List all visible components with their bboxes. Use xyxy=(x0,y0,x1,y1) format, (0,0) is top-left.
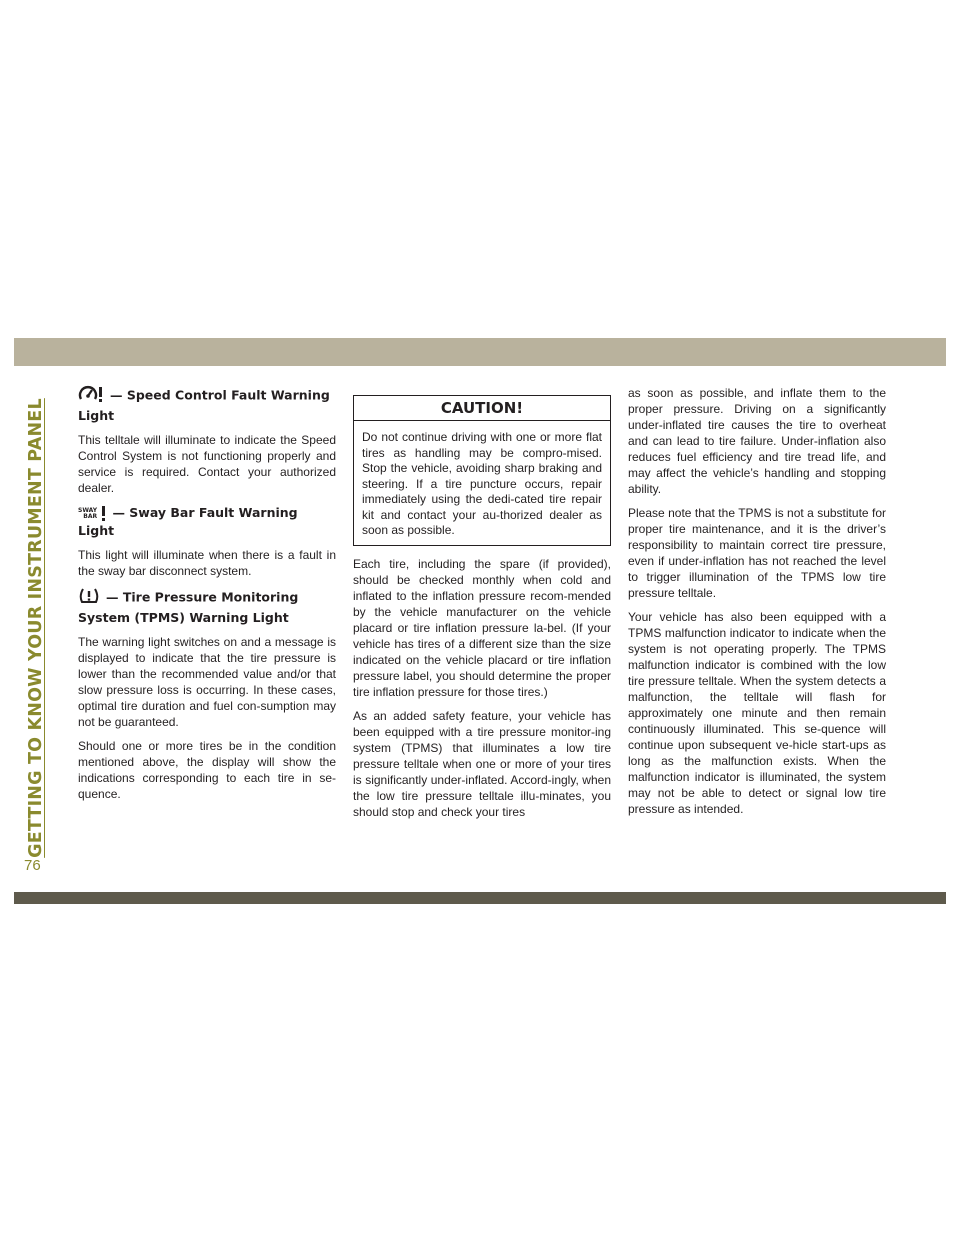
caution-title: CAUTION! xyxy=(354,396,610,421)
sway-bar-body: This light will illuminate when there is a fault in the sway bar disconnect system. xyxy=(78,548,336,579)
tpms-heading-text: — Tire Pressure Monitoring System (TPMS) Warning Light xyxy=(78,589,299,626)
tpms-note-paragraph: Please note that the TPMS is not a substitute for proper tire maintenance, and it is the driver’s responsibility to maintain correct tire pressure, even if under-inflation has not reached the level to trigger illumination of the TPMS low tire pressure telltale. xyxy=(628,506,886,600)
column-1 xyxy=(78,385,336,810)
speed-control-heading-text: — Speed Control Fault Warning Light xyxy=(78,387,330,423)
inflate-paragraph: as soon as possible, and inflate them to the proper pressure. Driving on a significantly under-inflated tire causes the tire to overheat and can lead to tire failure. Under-inflation also reduces fuel efficiency and tire tread life, and may affect the vehicle’s handling and stopping ability. xyxy=(628,386,886,496)
section-side-title: GETTING TO KNOW YOUR INSTRUMENT PANEL xyxy=(26,398,46,858)
speed-control-heading xyxy=(78,385,336,424)
sway-bar-fault-icon xyxy=(78,505,106,523)
sway-icon-text-1: SWAY xyxy=(78,507,98,515)
tpms-malfunction-paragraph: Your vehicle has also been equipped with a TPMS malfunction indicator to indicate when the system is not operating properly. The TPMS malfunction indicator is combined with the low tire pressure telltale. When the system detects a malfunction, the telltale will flash for approximately one minute and then remain continuously illuminated. This se-quence will continue upon subsequent ve-hicle start-ups as long as the malfunction exists. When the malfunction indicator is illuminated, the system may not be able to detect or signal low tire pressure as intended. xyxy=(628,610,886,816)
speed-control-fault-icon xyxy=(78,385,104,407)
tpms-heading xyxy=(78,587,336,626)
sway-bar-heading-text: — Sway Bar Fault Warning Light xyxy=(78,505,298,539)
page-number: 76 xyxy=(24,857,41,874)
tire-check-paragraph: Each tire, including the spare (if provided), should be checked monthly when cold and inflated to the inflation pressure recom-mended by the vehicle manufacturer on the vehicle placard or tire inflation pressure la-bel. (If your vehicle has tires of a different size than the size indicated on the vehicle placard or tire inflation pressure label, you should determine the proper tire inflation pressure for those tires.) xyxy=(353,556,611,699)
header-band xyxy=(14,338,946,366)
caution-body: Do not continue driving with one or more flat tires as handling may be compro-mised. Stop the vehicle, avoiding sharp braking and steering. If a tire puncture occurs, repair immediately using the dedi-cated tire repair kit and contact your au-thorized dealer as soon as possible. xyxy=(362,430,602,537)
tpms-feature-paragraph: As an added safety feature, your vehicle has been equipped with a tire pressure monitor-ing system (TPMS) that illuminates a low tire pressure telltale when one or more of your tires is significantly under-inflated. Accord-ingly, when the low tire pressure telltale illu-minates, you should stop and check your tires xyxy=(353,708,611,819)
speed-control-body: This telltale will illuminate to indicate the Speed Control System is not functioning properly and service is required. Contact your authorized dealer. xyxy=(78,433,336,495)
tpms-body-2: Should one or more tires be in the condition mentioned above, the display will show the indications corresponding to each tire in se-quence. xyxy=(78,739,336,802)
caution-box xyxy=(353,395,611,546)
tpms-body-1: The warning light switches on and a message is displayed to indicate that the tire pressure is lower than the recommended value and/or that slow pressure loss is occurring. In these cases, optimal tire duration and fuel con-sumption may not be guaranteed. xyxy=(78,635,336,730)
column-2 xyxy=(353,395,611,828)
tire-pressure-warning-icon xyxy=(78,587,100,609)
footer-band xyxy=(14,892,946,904)
sway-icon-text-2: BAR xyxy=(83,513,98,521)
column-3 xyxy=(628,385,886,825)
sway-bar-heading xyxy=(78,504,336,539)
